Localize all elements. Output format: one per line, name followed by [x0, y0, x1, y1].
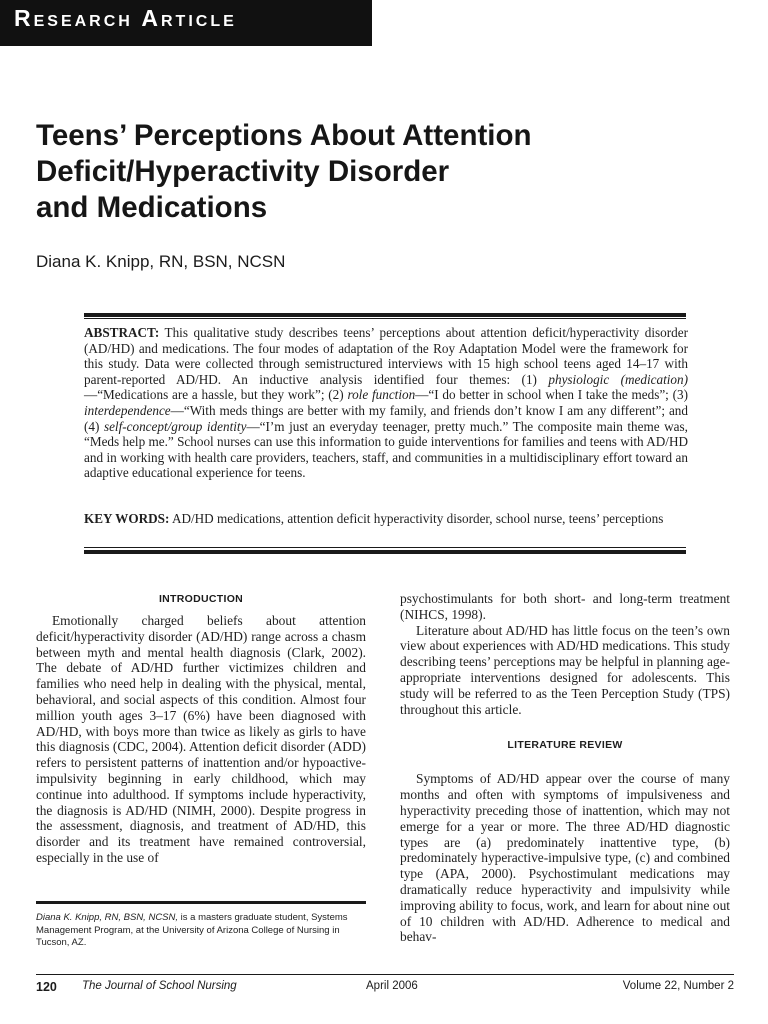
abstract-text-5: —“I’m just an everyday teenager, pretty much.” The composite main theme was, “Meds help me.” School nurses can use this information to guide interventions for families and teens with AD/HD and in working with health care providers, teachers, staff, and communities in a multidisciplinary effort toward an adaptive educational experience for teens. [84, 418, 688, 481]
footnote-text: is a masters graduate student, Systems Management Program, at the University of Arizona College of Nursing in Tucson, AZ. [36, 912, 348, 948]
right-column [400, 591, 730, 945]
introduction-paragraph-2: Literature about AD/HD has little focus on the teen’s own view about experiences with AD/HD medications. This study describing teens’ perceptions may be helpful in planning age-appropriate interventions designed for adolescents. This study will be referred to as the Teen Perception Study (TPS) throughout this article. [400, 622, 730, 717]
abstract-text-4: —“With meds things are better with my family, and friends don’t know I am any different”; and (4) [84, 402, 688, 434]
page-footer [36, 980, 734, 996]
literature-review-heading: LITERATURE REVIEW [507, 739, 623, 752]
title-line-1: Teens’ Perceptions About Attention [36, 119, 532, 152]
abstract-top-rule-thin [84, 318, 686, 319]
title-line-3: and Medications [36, 191, 268, 224]
introduction-paragraph-1-continued: psychostimulants for both short- and long-term treatment (NIHCS, 1998). [400, 591, 730, 622]
abstract-bottom-rule [84, 550, 686, 554]
article-type-banner: Research Article [0, 0, 372, 46]
author-footnote [36, 912, 366, 950]
abstract-text-2: —“Medications are a hassle, but they work”; (2) [84, 387, 348, 403]
abstract-label: ABSTRACT: [84, 325, 160, 340]
abstract-top-rule [84, 313, 686, 317]
key-words [84, 511, 688, 527]
introduction-heading: INTRODUCTION [158, 593, 244, 605]
literature-review-paragraph-1: Symptoms of AD/HD appear over the course of many months and often with symptoms of impulsiveness and hyperactivity preceding those of inattention, which may not emerge for a year or more. The three AD/HD diagnostic types are (a) predominately inattentive type, (b) predominately hyperactive-impulsive type, (c) and combined type (APA, 2000). Psychostimulant medications may dramatically reduce hyperactivity and impulsivity while improving ability to focus, work, and learn for about nine out of 10 children with AD/HD. Adherence to medical and behav- [400, 771, 730, 945]
volume-number: Volume 22, Number 2 [622, 980, 734, 992]
author-line: Diana K. Knipp, RN, BSN, NCSN [36, 252, 286, 271]
introduction-paragraph-1: Emotionally charged beliefs about attention deficit/hyperactivity disorder (AD/HD) range across a chasm between myth and mental health diagnosis (Clark, 2002). The debate of AD/HD further victimizes children and families who need help in dealing with the physical, mental, behavioral, and social aspects of this condition. Almost four million youth ages 3–17 (6%) have been diagnosed with AD/HD, with boys more than twice as likely as girls to have this diagnosis (CDC, 2004). Attention deficit disorder (ADD) refers to persistent patterns of inattention and/or hypoactive-impulsivity beginning in early childhood, which may continue into adulthood. If symptoms include hyperactivity, the diagnosis is AD/HD (NIMH, 2000). Despite progress in the assessment, diagnosis, and treatment of AD/HD, this disorder and its treatment have remained controversial, especially in the use of [36, 613, 366, 865]
abstract-theme-1: physiologic (medication) [548, 371, 688, 387]
footer-rule [36, 974, 734, 975]
issue-date: April 2006 [366, 980, 418, 992]
journal-name: The Journal of School Nursing [82, 980, 237, 992]
abstract-bottom-rule-thin [84, 547, 686, 548]
page-number: 120 [36, 980, 57, 994]
article-title [36, 118, 736, 226]
footnote-author-name: Diana K. Knipp, RN, BSN, NCSN, [36, 912, 179, 923]
footnote-rule [36, 901, 366, 904]
abstract-text-3: —“I do better in school when I take the meds”; (3) [415, 387, 688, 403]
left-column [36, 613, 366, 866]
abstract-theme-3: interdependence [84, 402, 171, 418]
abstract-theme-2: role function [347, 387, 416, 403]
abstract-theme-4: self-concept/group identity [103, 418, 247, 434]
abstract [84, 325, 688, 481]
title-line-2: Deficit/Hyperactivity Disorder [36, 155, 450, 188]
key-words-label: KEY WORDS: [84, 511, 170, 526]
abstract-text-1: This qualitative study describes teens’ perceptions about attention deficit/hyperactivity disorder (AD/HD) and medications. The four modes of adaptation of the Roy Adaptation Model were the framework for this study. Data were collected through semistructured interviews with 15 high school teens aged 14–17 with parent-reported AD/HD. An inductive analysis identified four themes: (1) [84, 325, 688, 387]
key-words-text: AD/HD medications, attention deficit hyperactivity disorder, school nurse, teens’ perceptions [169, 511, 664, 526]
